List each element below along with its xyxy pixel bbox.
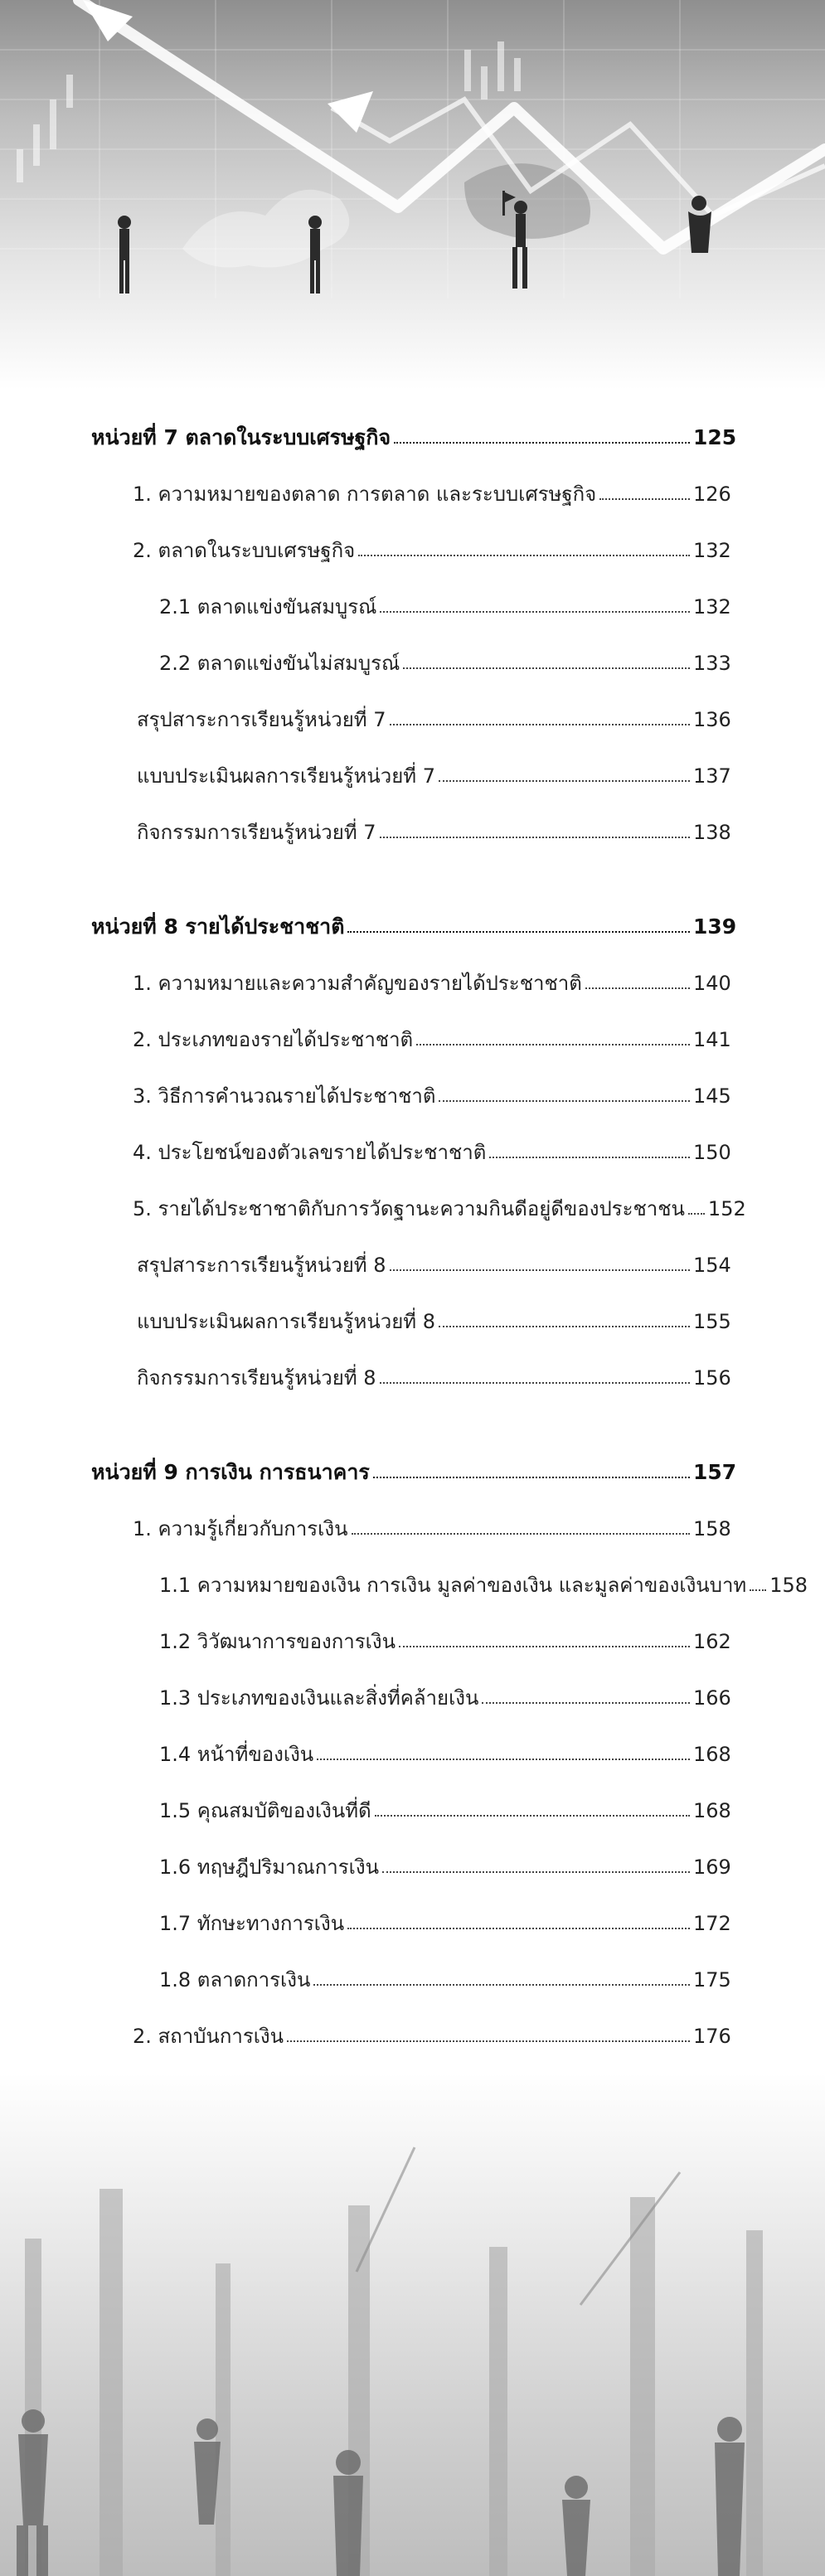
toc-entry[interactable] (91, 1821, 730, 1877)
business-people-silhouettes (0, 2073, 825, 2576)
dot-leader (347, 931, 690, 933)
dot-leader (439, 1326, 690, 1327)
toc-unit-heading[interactable] (91, 879, 737, 939)
toc-page-number: 158 (769, 1574, 808, 1597)
toc-entry[interactable] (91, 937, 730, 993)
toc-entry-label: 1.4 หน้าที่ของเงิน (159, 1743, 314, 1766)
toc-entry[interactable] (91, 730, 730, 786)
dot-leader (688, 1213, 705, 1215)
dot-leader (750, 1589, 766, 1591)
toc-entry[interactable] (91, 1764, 730, 1821)
dot-leader (287, 2040, 690, 2042)
dot-leader (599, 498, 690, 500)
toc-entry[interactable] (91, 1708, 730, 1764)
toc-page-number: 125 (693, 425, 737, 449)
toc-entry[interactable] (91, 1332, 730, 1388)
toc-entry-label: 1.7 ทักษะทางการเงิน (159, 1912, 345, 1935)
toc-page-number: 158 (693, 1517, 731, 1540)
toc-entry[interactable] (91, 1482, 730, 1539)
dot-leader (375, 1815, 690, 1817)
toc-unit-heading[interactable] (91, 1424, 737, 1484)
dot-leader (380, 611, 690, 613)
toc-entry[interactable] (91, 1050, 730, 1106)
toc-page-number: 138 (693, 821, 731, 844)
dot-leader (358, 555, 690, 556)
toc-entry[interactable] (91, 786, 730, 842)
toc-entry-label: 1.5 คุณสมบัติของเงินที่ดี (159, 1799, 371, 1822)
toc-entry[interactable] (91, 560, 730, 617)
toc-page-number: 150 (693, 1141, 731, 1164)
header-banner (0, 0, 825, 390)
toc-entry-label: 1. ความหมายและความสำคัญของรายได้ประชาชาติ (133, 972, 582, 995)
toc-section-unit-7 (91, 390, 737, 844)
dot-leader (390, 724, 690, 725)
toc-page-number: 145 (693, 1084, 731, 1108)
dot-leader (416, 1044, 690, 1045)
toc-entry-label: สรุปสาระการเรียนรู้หน่วยที่ 7 (137, 708, 386, 731)
toc-page-number: 139 (693, 914, 737, 939)
dot-leader (394, 442, 690, 444)
toc-page-number: 126 (693, 483, 731, 506)
toc-page-number: 172 (693, 1912, 731, 1935)
dot-leader (489, 1157, 690, 1158)
dot-leader (403, 667, 690, 669)
dot-leader (380, 837, 690, 838)
dot-leader (382, 1871, 690, 1873)
toc-page-number: 132 (693, 539, 731, 562)
toc-entry[interactable] (91, 1990, 730, 2046)
toc-entry[interactable] (91, 1106, 730, 1162)
toc-page-number: 152 (707, 1197, 746, 1220)
toc-entry[interactable] (91, 993, 730, 1050)
toc-entry-label: 2.2 ตลาดแข่งขันไม่สมบูรณ์ (159, 652, 400, 675)
dot-leader (585, 987, 690, 989)
toc-entry[interactable] (91, 504, 730, 560)
toc-page-number: 168 (693, 1743, 731, 1766)
toc-entry-label: แบบประเมินผลการเรียนรู้หน่วยที่ 7 (137, 764, 435, 788)
toc-entry-label: 4. ประโยชน์ของตัวเลขรายได้ประชาชาติ (133, 1141, 487, 1164)
toc-entry-label: สรุปสาระการเรียนรู้หน่วยที่ 8 (137, 1254, 386, 1277)
toc-entry[interactable] (91, 1275, 730, 1332)
toc-page-number: 157 (693, 1460, 737, 1484)
toc-page-number: 136 (693, 708, 731, 731)
toc-page-number: 140 (693, 972, 731, 995)
toc-page-number: 162 (693, 1630, 731, 1653)
toc-entry[interactable] (91, 1595, 730, 1652)
dot-leader (399, 1646, 690, 1647)
toc-page-number: 156 (693, 1366, 731, 1390)
dot-leader (373, 1477, 690, 1478)
toc-entry-label: 1.6 ทฤษฎีปริมาณการเงิน (159, 1856, 379, 1879)
toc-entry[interactable] (91, 1539, 808, 1597)
toc-entry-label: 3. วิธีการคำนวณรายได้ประชาชาติ (133, 1084, 436, 1108)
dot-leader (352, 1533, 690, 1535)
dot-leader (390, 1269, 690, 1271)
toc-entry[interactable] (91, 617, 730, 673)
toc-entry-label: หน่วยที่ 7 ตลาดในระบบเศรษฐกิจ (91, 425, 391, 449)
toc-entry-label: 1.1 ความหมายของเงิน การเงิน มูลค่าของเงิน และมูลค่าของเงินบาท (159, 1574, 747, 1597)
toc-entry-label: 2. ประเภทของรายได้ประชาชาติ (133, 1028, 414, 1051)
dot-leader (439, 1100, 690, 1102)
toc-page-number: 169 (693, 1856, 731, 1879)
toc-unit-heading[interactable] (91, 390, 737, 449)
dot-leader (439, 780, 690, 782)
toc-page-number: 133 (693, 652, 731, 675)
toc-entry-label: กิจกรรมการเรียนรู้หน่วยที่ 8 (137, 1366, 376, 1390)
toc-page-number: 176 (693, 2025, 731, 2048)
toc-entry-label: 1.3 ประเภทของเงินและสิ่งที่คล้ายเงิน (159, 1686, 479, 1710)
toc-page-number: 132 (693, 595, 731, 619)
footer-illustration (0, 2073, 825, 2576)
toc-entry[interactable] (91, 1652, 730, 1708)
toc-entry[interactable] (91, 1933, 730, 1990)
toc-section-unit-8 (91, 879, 746, 1390)
toc-entry-label: 2.1 ตลาดแข่งขันสมบูรณ์ (159, 595, 377, 619)
toc-entry[interactable] (91, 673, 730, 730)
table-of-contents (91, 390, 808, 2328)
toc-entry[interactable] (91, 1877, 730, 1933)
toc-entry-label: 1.8 ตลาดการเงิน (159, 1968, 311, 1991)
toc-entry[interactable] (91, 1219, 730, 1275)
toc-entry[interactable] (91, 1162, 746, 1220)
toc-page-number: 175 (693, 1968, 731, 1991)
stock-chart-illustration (0, 0, 825, 390)
toc-page-number: 137 (693, 764, 731, 788)
dot-leader (313, 1984, 690, 1986)
toc-page-number: 141 (693, 1028, 731, 1051)
toc-entry-label: กิจกรรมการเรียนรู้หน่วยที่ 7 (137, 821, 376, 844)
toc-entry-label: 1. ความหมายของตลาด การตลาด และระบบเศรษฐกิจ (133, 483, 597, 506)
toc-page-number: 154 (693, 1254, 731, 1277)
toc-entry-label: 1. ความรู้เกี่ยวกับการเงิน (133, 1517, 348, 1540)
toc-entry-label: 2. สถาบันการเงิน (133, 2025, 284, 2048)
toc-page-number: 155 (693, 1310, 731, 1333)
toc-entry-label: 1.2 วิวัฒนาการของการเงิน (159, 1630, 396, 1653)
toc-entry-label: หน่วยที่ 9 การเงิน การธนาคาร (91, 1460, 370, 1484)
toc-entry-label: 5. รายได้ประชาชาติกับการวัดฐานะความกินดีอยู่ดีของประชาชน (133, 1197, 685, 1220)
toc-page-number: 168 (693, 1799, 731, 1822)
toc-entry[interactable] (91, 448, 730, 504)
toc-entry-label: แบบประเมินผลการเรียนรู้หน่วยที่ 8 (137, 1310, 435, 1333)
dot-leader (482, 1702, 690, 1704)
toc-page-number: 166 (693, 1686, 731, 1710)
dot-leader (317, 1759, 690, 1760)
toc-entry-label: 2. ตลาดในระบบเศรษฐกิจ (133, 539, 356, 562)
dot-leader (347, 1928, 690, 1929)
dot-leader (380, 1382, 690, 1384)
toc-entry-label: หน่วยที่ 8 รายได้ประชาชาติ (91, 914, 345, 939)
